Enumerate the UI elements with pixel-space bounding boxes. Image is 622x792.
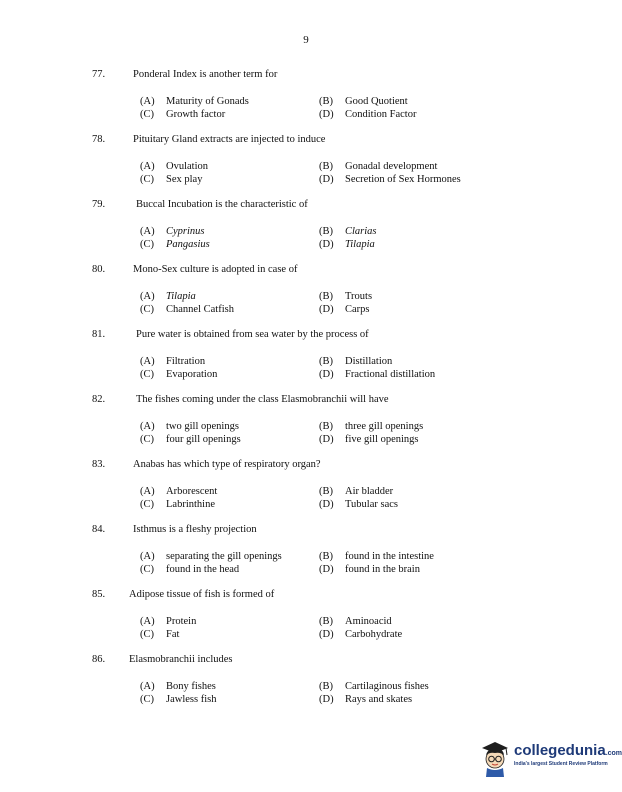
option-text: separating the gill openings [166, 551, 282, 562]
option-a [140, 356, 205, 367]
option-label: (D) [319, 434, 334, 445]
option-text: Jawless fish [166, 694, 217, 705]
question-number: 82. [92, 394, 106, 405]
option-d [319, 304, 370, 315]
option-label: (A) [140, 161, 155, 172]
option-text: Gonadal development [345, 161, 438, 172]
option-text: Tilapia [166, 291, 196, 302]
question-text: Elasmobranchii includes [129, 654, 233, 665]
option-b [319, 681, 429, 692]
question-number: 85. [92, 589, 106, 600]
option-text: found in the brain [345, 564, 420, 575]
option-label: (C) [140, 239, 154, 250]
logo-name: collegedunia [514, 742, 606, 759]
option-text: Fat [166, 629, 180, 640]
option-label: (D) [319, 304, 334, 315]
question-text: Ponderal Index is another term for [133, 69, 278, 80]
option-a [140, 486, 217, 497]
question-number: 83. [92, 459, 106, 470]
option-d [319, 694, 412, 705]
option-label: (D) [319, 369, 334, 380]
logo-wordmark [514, 742, 622, 759]
option-label: (B) [319, 681, 333, 692]
option-a [140, 616, 196, 627]
option-label: (B) [319, 356, 333, 367]
option-text: Arborescent [166, 486, 218, 497]
option-c [140, 109, 225, 120]
option-text: Channel Catfish [166, 304, 234, 315]
option-c [140, 564, 239, 575]
option-text: Air bladder [345, 486, 394, 497]
question-number: 86. [92, 654, 106, 665]
option-b [319, 616, 392, 627]
option-b [319, 291, 372, 302]
option-label: (C) [140, 434, 154, 445]
option-a [140, 551, 282, 562]
option-label: (A) [140, 96, 155, 107]
option-label: (D) [319, 109, 334, 120]
option-label: (A) [140, 616, 155, 627]
option-text: Tubular sacs [345, 499, 398, 510]
logo-tagline: India's largest Student Review Platform [514, 761, 608, 767]
option-text: Carps [345, 304, 370, 315]
option-d [319, 564, 420, 575]
option-text: Rays and skates [345, 694, 413, 705]
option-text: Cyprinus [166, 226, 205, 237]
option-text: Pangasius [166, 239, 210, 250]
question-text: Anabas has which type of respiratory organ? [133, 459, 321, 470]
option-text: Protein [166, 616, 197, 627]
option-a [140, 96, 249, 107]
option-label: (C) [140, 369, 154, 380]
option-c [140, 694, 216, 705]
option-c [140, 369, 217, 380]
option-label: (B) [319, 291, 333, 302]
option-label: (B) [319, 421, 333, 432]
option-text: Cartilaginous fishes [345, 681, 429, 692]
option-d [319, 499, 398, 510]
option-a [140, 291, 196, 302]
option-text: Labrinthine [166, 499, 215, 510]
question-text: Pure water is obtained from sea water by the process of [136, 329, 369, 340]
option-label: (C) [140, 694, 154, 705]
option-label: (A) [140, 356, 155, 367]
page-number: 9 [303, 34, 309, 46]
option-label: (B) [319, 486, 333, 497]
option-c [140, 239, 210, 250]
option-text: three gill openings [345, 421, 424, 432]
option-label: (D) [319, 239, 334, 250]
option-label: (A) [140, 226, 155, 237]
option-text: five gill openings [345, 434, 419, 445]
option-text: Carbohydrate [345, 629, 403, 640]
option-d [319, 369, 435, 380]
option-label: (A) [140, 551, 155, 562]
question-text: The fishes coming under the class Elasmobranchii will have [136, 394, 389, 405]
option-c [140, 434, 241, 445]
option-b [319, 226, 377, 237]
option-text: Distillation [345, 356, 393, 367]
option-label: (C) [140, 499, 154, 510]
option-b [319, 96, 408, 107]
option-c [140, 499, 215, 510]
option-b [319, 421, 423, 432]
question-text: Pituitary Gland extracts are injected to induce [133, 134, 326, 145]
option-c [140, 629, 179, 640]
option-text: four gill openings [166, 434, 241, 445]
option-b [319, 551, 434, 562]
option-text: Bony fishes [166, 681, 216, 692]
option-b [319, 356, 392, 367]
option-a [140, 421, 239, 432]
option-label: (B) [319, 616, 333, 627]
option-text: two gill openings [166, 421, 239, 432]
question-text: Mono-Sex culture is adopted in case of [133, 264, 298, 275]
option-b [319, 161, 437, 172]
option-text: Fractional distillation [345, 369, 436, 380]
option-text: found in the head [166, 564, 240, 575]
option-label: (C) [140, 564, 154, 575]
logo-suffix: .com [605, 750, 622, 757]
question-text: Buccal Incubation is the characteristic of [136, 199, 308, 210]
option-label: (C) [140, 109, 154, 120]
option-a [140, 161, 208, 172]
option-d [319, 629, 402, 640]
option-label: (B) [319, 551, 333, 562]
option-label: (B) [319, 96, 333, 107]
option-text: Sex play [166, 174, 203, 185]
option-label: (A) [140, 291, 155, 302]
option-text: found in the intestine [345, 551, 434, 562]
option-label: (C) [140, 629, 154, 640]
option-text: Ovulation [166, 161, 208, 172]
option-text: Tilapia [345, 239, 375, 250]
option-c [140, 174, 202, 185]
option-c [140, 304, 234, 315]
option-label: (D) [319, 694, 334, 705]
option-a [140, 681, 216, 692]
option-text: Clarias [345, 226, 377, 237]
option-d [319, 239, 375, 250]
option-label: (A) [140, 681, 155, 692]
option-label: (B) [319, 161, 333, 172]
option-text: Evaporation [166, 369, 218, 380]
question-text: Adipose tissue of fish is formed of [129, 589, 275, 600]
option-label: (D) [319, 629, 334, 640]
option-label: (B) [319, 226, 333, 237]
option-text: Secretion of Sex Hormones [345, 174, 461, 185]
option-b [319, 486, 393, 497]
option-d [319, 434, 419, 445]
option-label: (D) [319, 174, 334, 185]
option-text: Aminoacid [345, 616, 392, 627]
question-number: 81. [92, 329, 106, 340]
question-number: 77. [92, 69, 106, 80]
option-text: Growth factor [166, 109, 226, 120]
option-d [319, 174, 461, 185]
option-d [319, 109, 416, 120]
option-text: Good Quotient [345, 96, 408, 107]
option-label: (D) [319, 564, 334, 575]
option-label: (A) [140, 421, 155, 432]
option-text: Maturity of Gonads [166, 96, 249, 107]
question-number: 79. [92, 199, 106, 210]
option-text: Trouts [345, 291, 373, 302]
collegedunia-logo[interactable] [478, 738, 622, 778]
question-number: 80. [92, 264, 106, 275]
question-number: 78. [92, 134, 106, 145]
option-label: (D) [319, 499, 334, 510]
mascot-icon [478, 738, 512, 778]
question-text: Isthmus is a fleshy projection [133, 524, 257, 535]
option-label: (A) [140, 486, 155, 497]
option-text: Filtration [166, 356, 206, 367]
question-number: 84. [92, 524, 106, 535]
option-label: (C) [140, 174, 154, 185]
option-text: Condition Factor [345, 109, 417, 120]
option-a [140, 226, 205, 237]
option-label: (C) [140, 304, 154, 315]
